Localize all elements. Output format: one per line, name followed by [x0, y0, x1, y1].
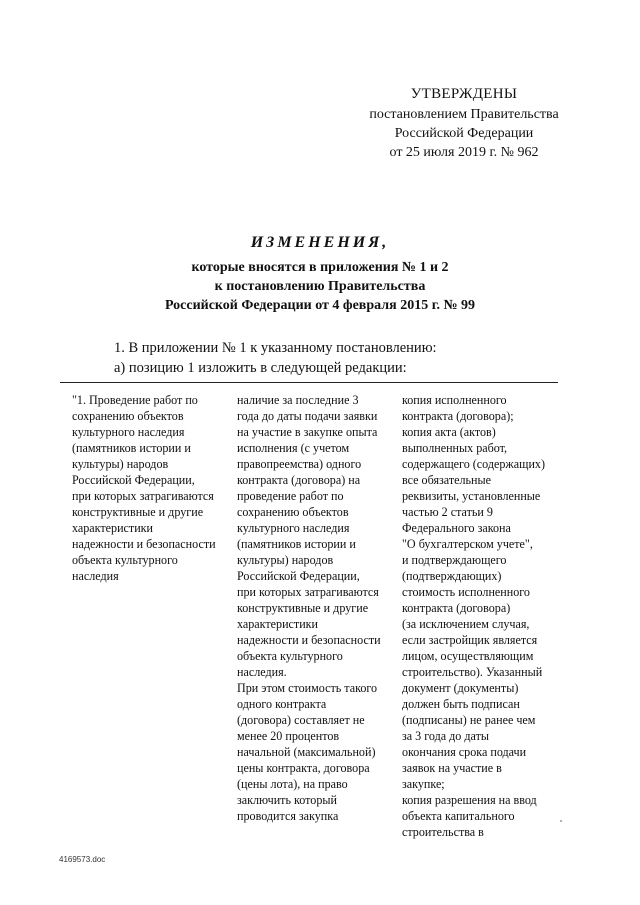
table-cell-line: культуры) народов	[72, 457, 169, 471]
footer-filename: 4169573.doc	[59, 855, 106, 864]
table-cell-line: сохранению объектов	[72, 409, 184, 423]
scan-speck	[560, 820, 562, 822]
table-cell-line: копия акта (актов)	[402, 425, 496, 439]
document-subtitle-line-1: которые вносятся в приложения № 1 и 2	[191, 260, 449, 275]
table-cell-line: наследия	[72, 569, 119, 583]
table-cell-line: лицом, осуществляющим	[402, 649, 534, 663]
table-cell-line: при которых затрагиваются	[72, 489, 214, 503]
table-cell-line: строительство). Указанный	[402, 665, 543, 679]
approval-line-3: от 25 июля 2019 г. № 962	[389, 145, 539, 160]
table-cell-line: надежности и безопасности	[237, 633, 381, 647]
table-cell-line: (за исключением случая,	[402, 617, 530, 631]
table-cell-line: частью 2 статьи 9	[402, 505, 493, 519]
table-cell-line: (цены лота), на право	[237, 777, 348, 791]
document-subtitle-line-3: Российской Федерации от 4 февраля 2015 г. № 99	[164, 298, 476, 313]
table-cell-line: конструктивные и другие	[72, 505, 204, 519]
table-cell-line: года до даты подачи заявки	[237, 409, 378, 423]
table-cell-line: объекта культурного	[237, 649, 343, 663]
table-cell-line: Российской Федерации,	[237, 569, 360, 583]
table-cell-line: строительства в	[402, 825, 484, 839]
table-cell-line: контракта (договора);	[402, 409, 514, 423]
table-cell-line: контракта (договора)	[402, 601, 511, 615]
table-column-3	[402, 392, 545, 840]
table-cell-line: и подтверждающего	[402, 553, 507, 567]
table-cell-line: копия разрешения на ввод	[402, 793, 537, 807]
table-cell-line: выполненных работ,	[402, 441, 508, 455]
table-cell-line: одного контракта	[237, 697, 327, 711]
table-cell-line: характеристики	[72, 521, 154, 535]
table-top-rule	[60, 382, 558, 383]
table-cell-line: все обязательные	[402, 473, 492, 487]
approval-heading: УТВЕРЖДЕНЫ	[410, 86, 518, 102]
table-cell-line: цены контракта, договора	[237, 761, 370, 775]
table-cell-line: характеристики	[237, 617, 319, 631]
table-cell-line: культурного наследия	[237, 521, 350, 535]
table-cell-line: на участие в закупке опыта	[237, 425, 378, 439]
approval-block	[344, 84, 584, 162]
table-cell-line: Российской Федерации,	[72, 473, 195, 487]
table-cell-line: Федерального закона	[402, 521, 511, 535]
table-cell-line: заявок на участие в	[402, 761, 502, 775]
document-title: ИЗМЕНЕНИЯ,	[250, 234, 390, 251]
table-cell-line: исполнения (с учетом	[237, 441, 350, 455]
paragraph-1: 1. В приложении № 1 к указанному постановлению:	[114, 340, 437, 356]
table-cell-line: объекта культурного	[72, 553, 178, 567]
table-cell-line: проводится закупка	[237, 809, 339, 823]
table-cell-line: культурного наследия	[72, 425, 185, 439]
table-cell-line: за 3 года до даты	[402, 729, 489, 743]
table-cell-line: документ (документы)	[402, 681, 519, 695]
table-cell-line: объекта капитального	[402, 809, 515, 823]
approval-line-2: Российской Федерации	[394, 126, 534, 141]
table-cell-line: содержащего (содержащих)	[402, 457, 546, 471]
table-cell-line: сохранению объектов	[237, 505, 349, 519]
table-cell-line: (подтверждающих)	[402, 569, 502, 583]
table-cell-line: закупке;	[402, 777, 445, 791]
table-cell-line: стоимость исполненного	[402, 585, 530, 599]
table-cell-line: менее 20 процентов	[237, 729, 340, 743]
table-cell-line: при которых затрагиваются	[237, 585, 379, 599]
table-column-2	[237, 392, 381, 824]
table-cell-line: проведение работ по	[237, 489, 344, 503]
approval-line-1: постановлением Правительства	[369, 107, 559, 122]
table-cell-line: "О бухгалтерском учете",	[402, 537, 533, 551]
table-cell-line: (памятников истории и	[237, 537, 356, 551]
table-cell-line: наличие за последние 3	[237, 393, 359, 407]
table-cell-line: наследия.	[237, 665, 287, 679]
table-column-1	[72, 392, 216, 584]
table-cell-line: конструктивные и другие	[237, 601, 369, 615]
table-cell-line: если застройщик является	[402, 633, 538, 647]
table-cell-line: культуры) народов	[237, 553, 334, 567]
table-cell-line: копия исполненного	[402, 393, 507, 407]
table-cell-line: При этом стоимость такого	[237, 681, 378, 695]
table-cell-line: заключить который	[237, 793, 337, 807]
table-cell-line: окончания срока подачи	[402, 745, 527, 759]
table-cell-line: начальной (максимальной)	[237, 745, 376, 759]
table-cell-line: правопреемства) одного	[237, 457, 362, 471]
table-cell-line: контракта (договора) на	[237, 473, 361, 487]
table-cell-line: надежности и безопасности	[72, 537, 216, 551]
table-cell-line: "1. Проведение работ по	[72, 393, 198, 407]
table-cell-line: (памятников истории и	[72, 441, 191, 455]
table-cell-line: должен быть подписан	[402, 697, 520, 711]
table-cell-line: реквизиты, установленные	[402, 489, 541, 503]
document-subtitle-line-2: к постановлению Правительства	[214, 279, 426, 294]
paragraph-2: а) позицию 1 изложить в следующей редакции:	[114, 360, 407, 376]
table-cell-line: (подписаны) не ранее чем	[402, 713, 536, 727]
table-cell-line: (договора) составляет не	[237, 713, 365, 727]
